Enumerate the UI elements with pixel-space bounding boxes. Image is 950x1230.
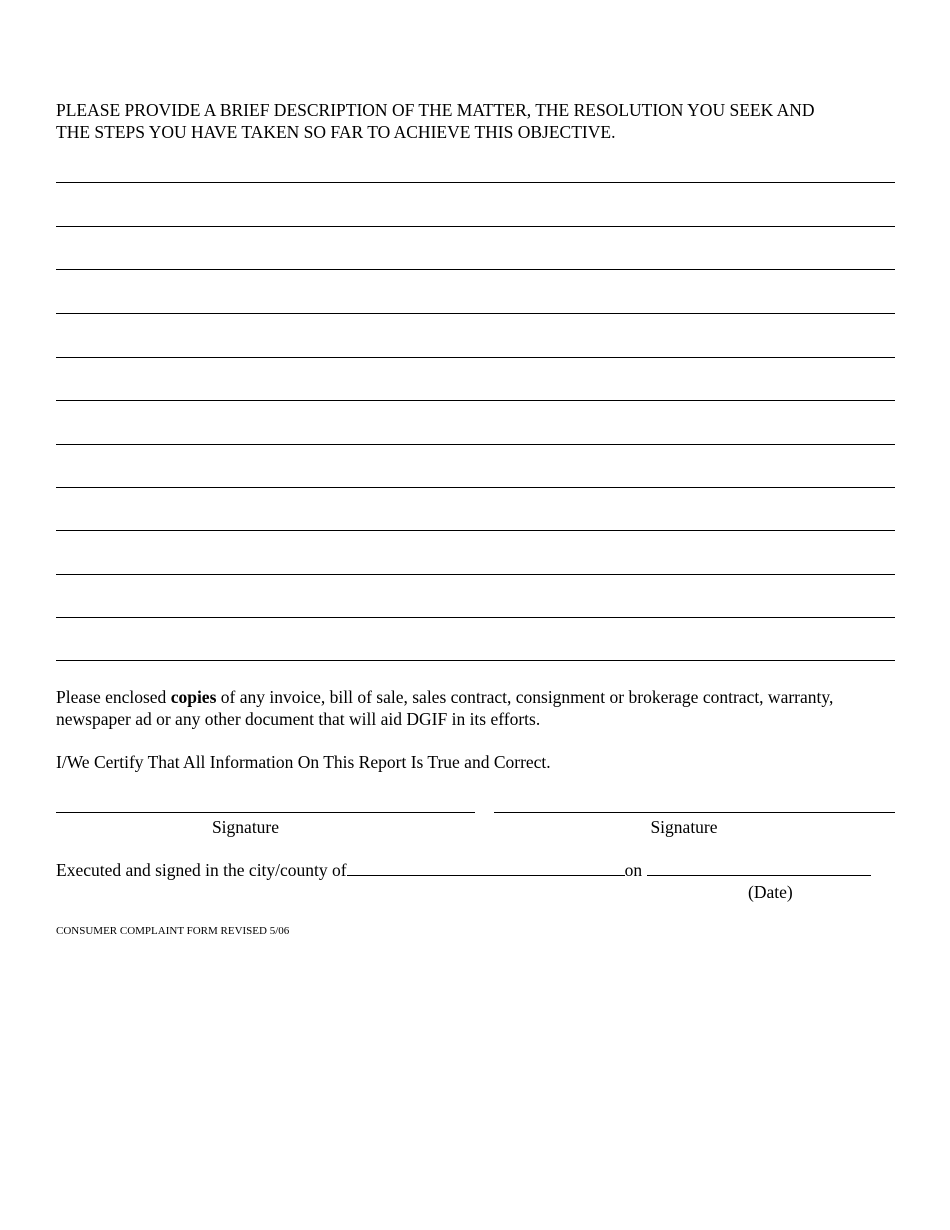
form-revision-footer: CONSUMER COMPLAINT FORM REVISED 5/06	[56, 925, 290, 937]
instructions-line-1: PLEASE PROVIDE A BRIEF DESCRIPTION OF THE MATTER, THE RESOLUTION YOU SEEK AND	[56, 100, 815, 120]
answer-line[interactable]	[56, 357, 895, 358]
enclose-note-suffix: of any invoice, bill of sale, sales contract, consignment or brokerage contract, warranty, newspaper ad or any other document that will aid DGIF in its efforts.	[56, 687, 834, 729]
answer-line[interactable]	[56, 226, 895, 227]
complaint-form-page	[56, 0, 895, 1230]
answer-line[interactable]	[56, 574, 895, 575]
enclose-note-emphasis: copies	[170, 687, 217, 707]
answer-line[interactable]	[56, 313, 895, 314]
execution-prefix: Executed and signed in the city/county of	[56, 860, 347, 880]
certification-statement: I/We Certify That All Information On This Report Is True and Correct.	[56, 752, 551, 772]
signature-label-left: Signature	[211, 817, 280, 837]
date-label: (Date)	[748, 882, 793, 902]
answer-line[interactable]	[56, 269, 895, 270]
execution-on-label: on	[624, 860, 643, 880]
enclose-copies-note	[56, 686, 895, 730]
signature-label-right: Signature	[650, 817, 718, 837]
description-instructions	[56, 99, 895, 143]
instructions-line-2: THE STEPS YOU HAVE TAKEN SO FAR TO ACHIEVE THIS OBJECTIVE.	[56, 122, 616, 142]
answer-line[interactable]	[56, 530, 895, 531]
signature-line-left[interactable]	[56, 812, 475, 813]
answer-line[interactable]	[56, 617, 895, 618]
enclose-note-prefix: Please enclosed	[56, 687, 171, 707]
answer-line[interactable]	[56, 182, 895, 183]
execution-line	[56, 859, 871, 881]
answer-line[interactable]	[56, 660, 895, 661]
date-field[interactable]	[647, 859, 871, 876]
signature-line-right[interactable]	[494, 812, 895, 813]
answer-line[interactable]	[56, 444, 895, 445]
answer-line[interactable]	[56, 400, 895, 401]
answer-line[interactable]	[56, 487, 895, 488]
city-county-field[interactable]	[347, 859, 625, 876]
